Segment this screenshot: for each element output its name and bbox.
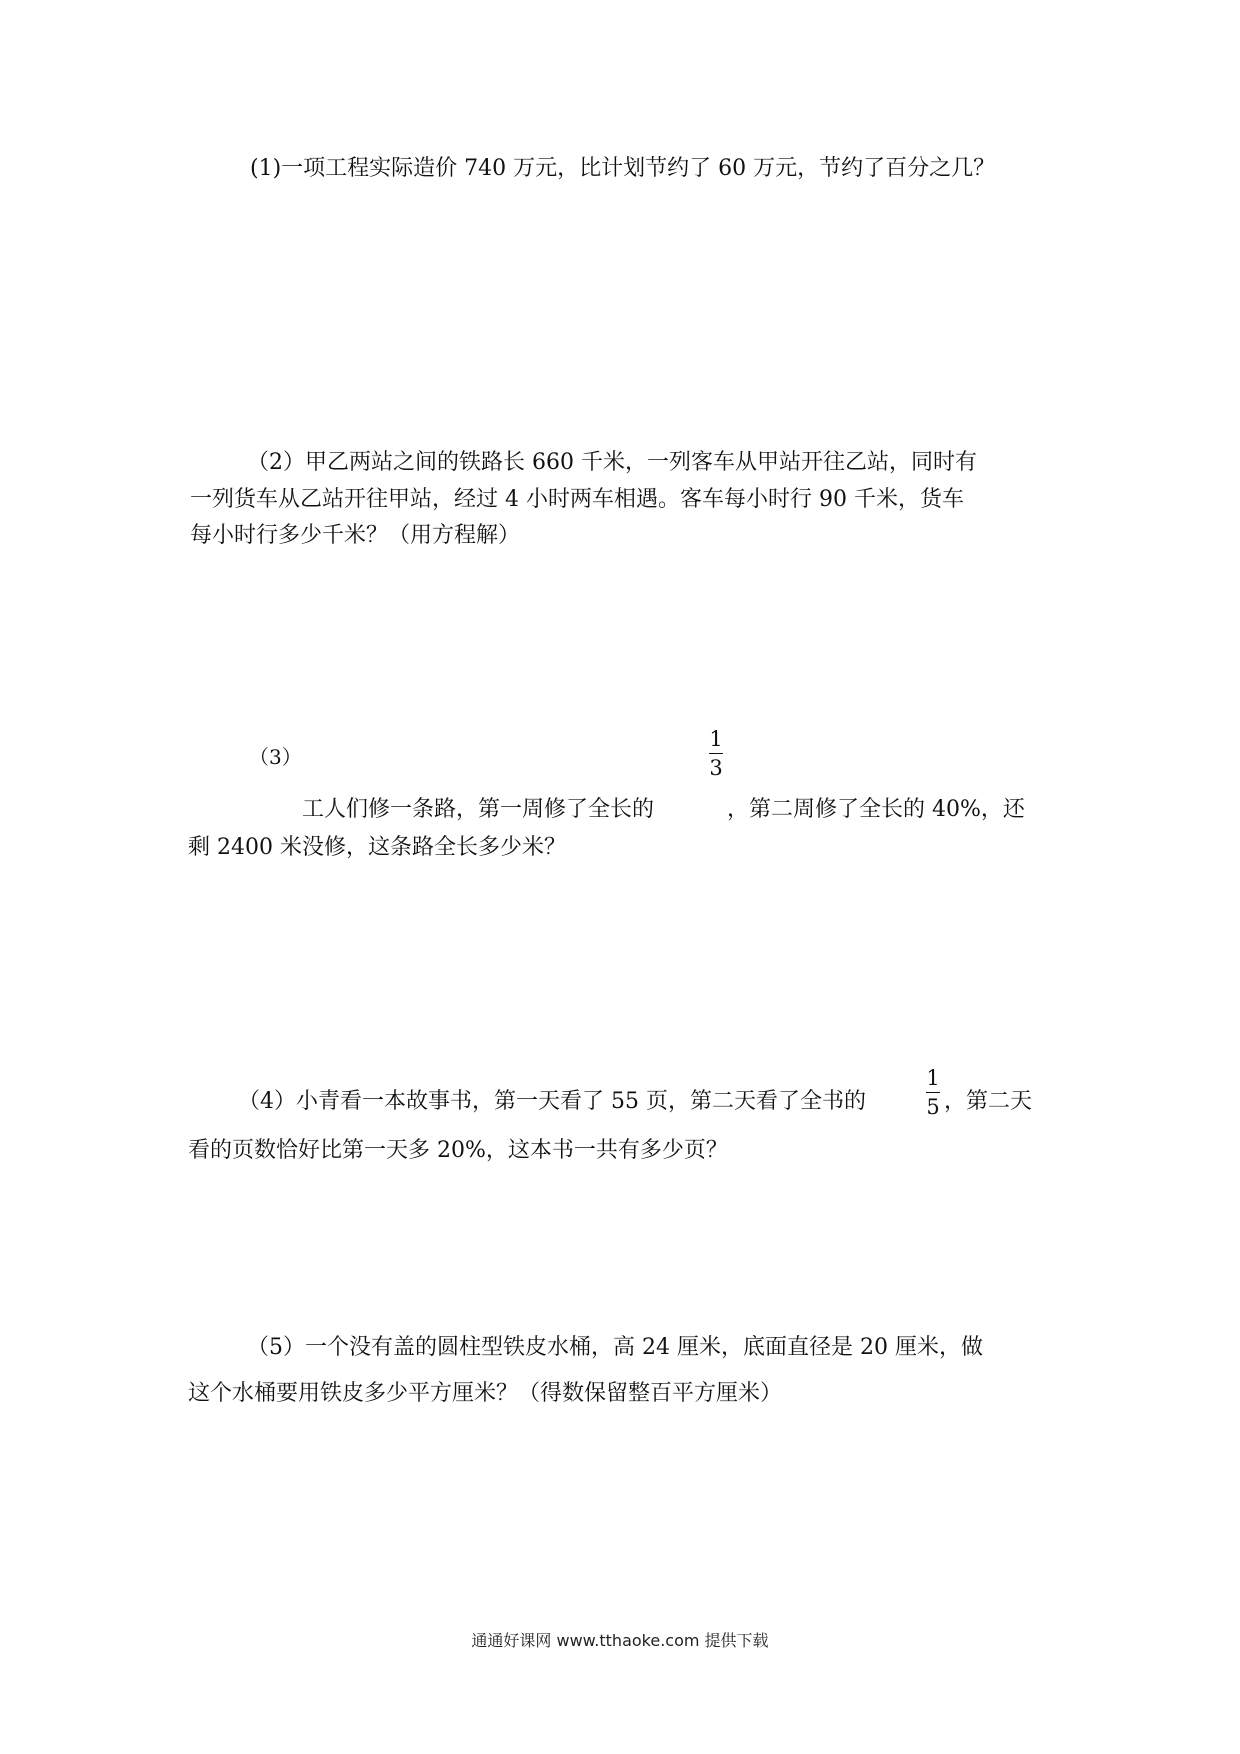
problem-2-line-1: （2）甲乙两站之间的铁路长 660 千米，一列客车从甲站开往乙站，同时有 bbox=[247, 450, 977, 475]
problem-3-label: （3） bbox=[249, 745, 302, 769]
problem-1-line-1: (1)一项工程实际造价 740 万元，比计划节约了 60 万元，节约了百分之几？ bbox=[250, 156, 996, 181]
problem-3-line-2: 剩 2400 米没修，这条路全长多少米？ bbox=[188, 835, 566, 860]
problem-4-fraction bbox=[924, 1066, 942, 1119]
problem-3-fraction bbox=[707, 727, 725, 780]
fraction-bar bbox=[926, 1092, 940, 1093]
problem-5-line-1: （5）一个没有盖的圆柱型铁皮水桶，高 24 厘米，底面直径是 20 厘米，做 bbox=[247, 1335, 983, 1360]
problem-4-line-2: 看的页数恰好比第一天多 20%，这本书一共有多少页？ bbox=[188, 1138, 728, 1163]
problem-5-line-2: 这个水桶要用铁皮多少平方厘米？（得数保留整百平方厘米） bbox=[188, 1381, 783, 1406]
problem-3-line-1-before: 工人们修一条路，第一周修了全长的 bbox=[302, 797, 655, 822]
problem-4-line-1-after: ，第二天 bbox=[944, 1089, 1033, 1114]
fraction-numerator: 1 bbox=[926, 1066, 940, 1090]
problem-2-line-3: 每小时行多少千米？（用方程解） bbox=[190, 523, 521, 548]
problem-3-line-1-after: ，第二周修了全长的 40%，还 bbox=[727, 797, 1025, 822]
fraction-denominator: 5 bbox=[926, 1095, 940, 1119]
fraction-bar bbox=[709, 753, 723, 754]
problem-4-line-1-before: （4）小青看一本故事书，第一天看了 55 页，第二天看了全书的 bbox=[238, 1089, 866, 1114]
page-footer: 通通好课网 www.tthaoke.com 提供下载 bbox=[471, 1631, 769, 1650]
fraction-numerator: 1 bbox=[709, 727, 723, 751]
fraction-denominator: 3 bbox=[709, 756, 723, 780]
problem-2-line-2: 一列货车从乙站开往甲站，经过 4 小时两车相遇。客车每小时行 90 千米，货车 bbox=[190, 487, 964, 512]
